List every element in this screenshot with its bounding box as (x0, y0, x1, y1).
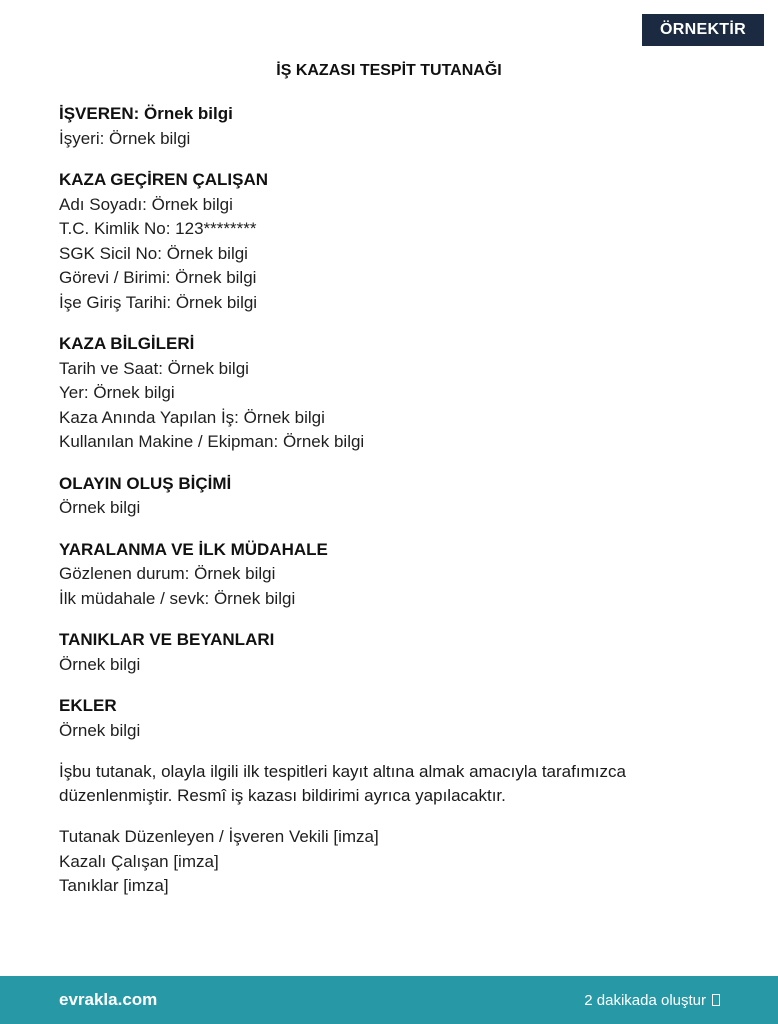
employer-heading: İŞVEREN: Örnek bilgi (59, 104, 233, 123)
signatures-block (59, 825, 739, 899)
employee-start-date-line: İşe Giriş Tarihi: Örnek bilgi (59, 292, 258, 312)
attachments-section (59, 694, 739, 743)
accident-datetime-line: Tarih ve Saat: Örnek bilgi (59, 358, 249, 378)
document-body (59, 102, 739, 899)
accident-task-line: Kaza Anında Yapılan İş: Örnek bilgi (59, 407, 325, 427)
injury-section (59, 538, 739, 612)
sample-badge-label: ÖRNEKTİR (660, 21, 746, 38)
create-cta-link[interactable] (584, 992, 720, 1009)
employee-sgk-line: SGK Sicil No: Örnek bilgi (59, 243, 248, 263)
employee-heading: KAZA GEÇİREN ÇALIŞAN (59, 170, 269, 189)
brand-link[interactable]: evrakla.com (59, 990, 158, 1009)
occurrence-text: Örnek bilgi (59, 498, 141, 517)
witnesses-text: Örnek bilgi (59, 654, 141, 674)
employee-id-line: T.C. Kimlik No: 123******** (59, 219, 257, 238)
signature-line: Tutanak Düzenleyen / İşveren Vekili [imza] (59, 827, 379, 846)
create-cta-label: 2 dakikada oluştur (584, 991, 706, 1009)
injury-observed-line: Gözlenen durum: Örnek bilgi (59, 564, 276, 583)
box-glyph-icon (712, 994, 720, 1006)
attachments-heading: EKLER (59, 696, 117, 715)
footer-bar (0, 976, 778, 1024)
employee-name-line: Adı Soyadı: Örnek bilgi (59, 194, 233, 214)
injury-heading: YARALANMA VE İLK MÜDAHALE (59, 539, 328, 559)
signature-line: Tanıklar [imza] (59, 876, 169, 895)
occurrence-section (59, 472, 739, 521)
sample-badge (642, 14, 764, 46)
injury-first-aid-line: İlk müdahale / sevk: Örnek bilgi (59, 588, 296, 608)
accident-section (59, 332, 739, 455)
witnesses-heading: TANIKLAR VE BEYANLARI (59, 630, 275, 649)
attachments-text: Örnek bilgi (59, 720, 141, 740)
statement-paragraph: İşbu tutanak, olayla ilgili ilk tespitleri kayıt altına almak amacıyla tarafımızca düzenlenmiştir. Resmî iş kazası bildirimi ayrıca yapılacaktır. (59, 762, 626, 805)
employer-section (59, 102, 739, 151)
accident-equipment-line: Kullanılan Makine / Ekipman: Örnek bilgi (59, 432, 365, 451)
accident-heading: KAZA BİLGİLERİ (59, 334, 195, 353)
signature-line: Kazalı Çalışan [imza] (59, 851, 219, 871)
occurrence-heading: OLAYIN OLUŞ BİÇİMİ (59, 473, 232, 493)
accident-location-line: Yer: Örnek bilgi (59, 383, 175, 402)
witnesses-section (59, 628, 739, 677)
employee-role-line: Görevi / Birimi: Örnek bilgi (59, 268, 257, 287)
workplace-line: İşyeri: Örnek bilgi (59, 128, 191, 148)
document-title: İŞ KAZASI TESPİT TUTANAĞI (276, 62, 502, 79)
employee-section (59, 168, 739, 315)
